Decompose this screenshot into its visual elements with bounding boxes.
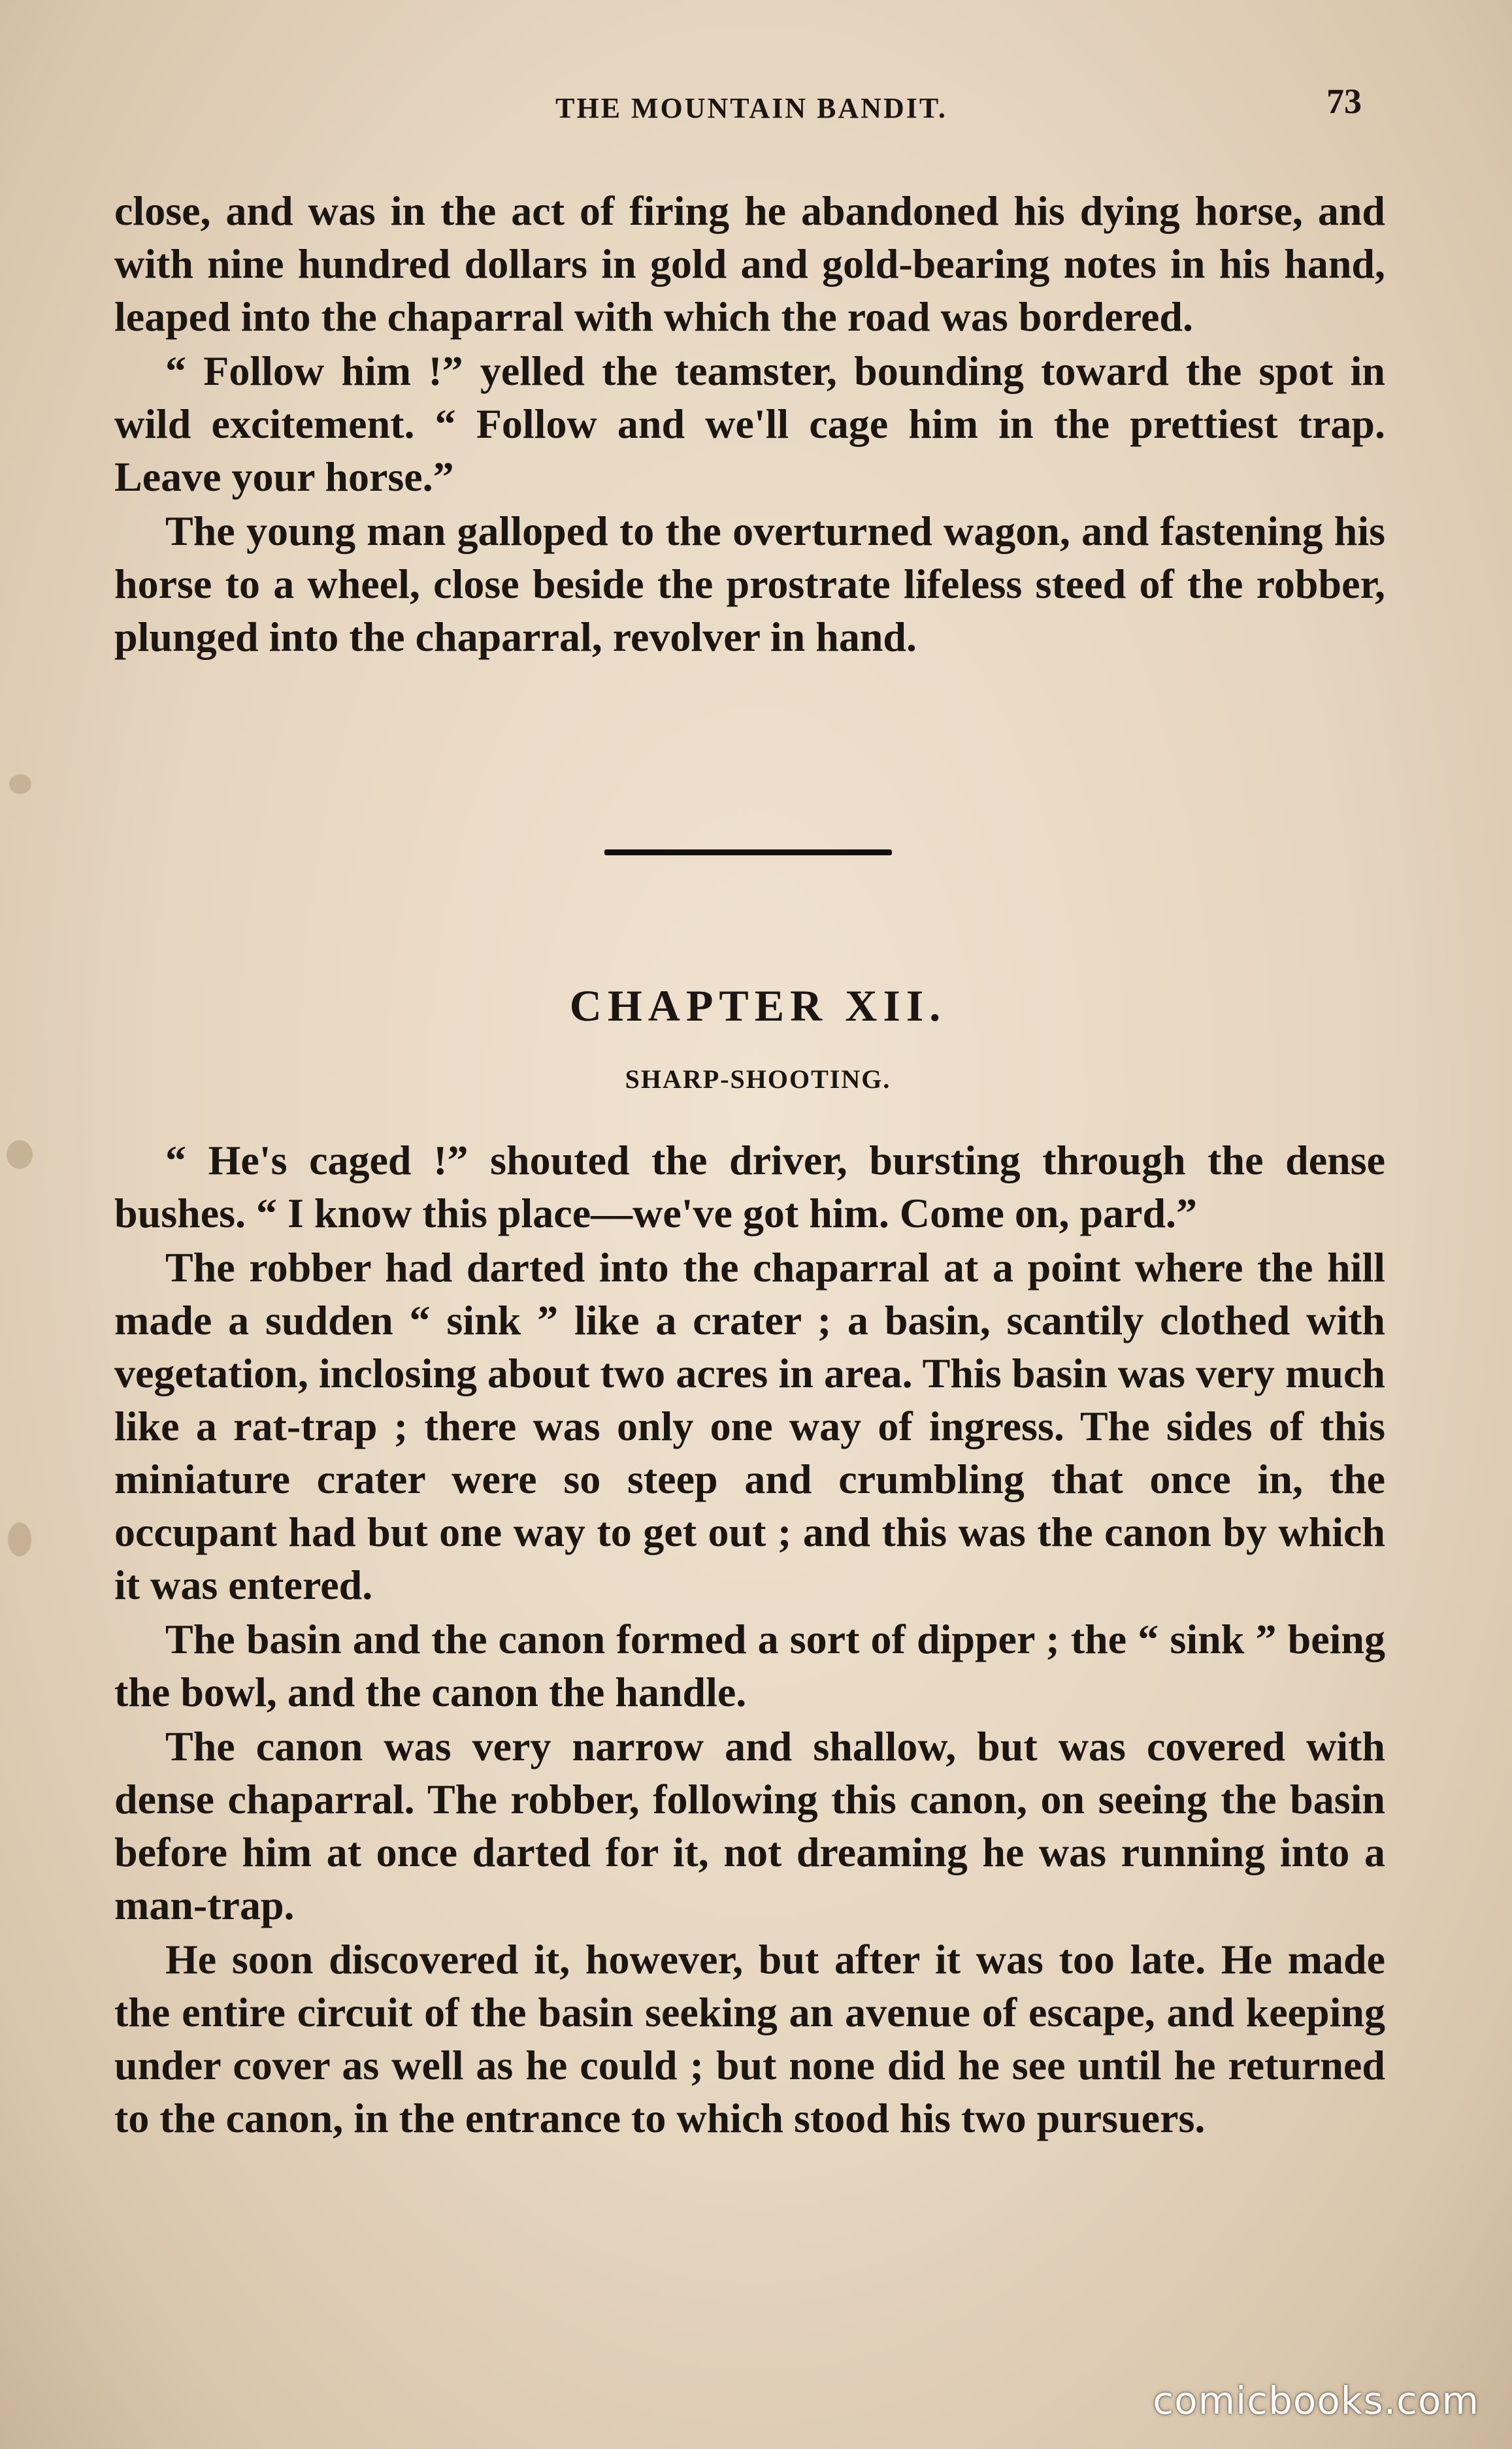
chapter-text-block — [114, 1134, 1385, 2145]
chapter-heading: CHAPTER XII. — [569, 981, 947, 1030]
page-stain — [8, 1522, 31, 1556]
paragraph: “ He's caged !” shouted the driver, bursting through the dense bushes. “ I know this place—we've got him. Come on, pard.” — [114, 1137, 1385, 1236]
paragraph: He soon discovered it, however, but after it was too late. He made the entire circuit of the basin seeking an avenue of escape, and keeping under cover as well as he could ; but none did he see until he returned to the canon, in the entrance to which stood his two pursuers. — [114, 1936, 1385, 2141]
paragraph: The basin and the canon formed a sort of dipper ; the “ sink ” being the bowl, and the canon the handle. — [114, 1616, 1385, 1715]
paragraph: “ Follow him !” yelled the teamster, bounding toward the spot in wild excitement. “ Follow and we'll cage him in the prettiest trap. Leave your horse.” — [114, 348, 1385, 500]
page-stain — [7, 1140, 33, 1169]
watermark: comicbooks.com — [1153, 2378, 1479, 2423]
page-stain — [9, 774, 31, 794]
running-header: THE MOUNTAIN BANDIT. — [555, 92, 947, 124]
page-number: 73 — [1326, 82, 1362, 121]
section-divider — [604, 849, 892, 855]
paragraph: The young man galloped to the overturned wagon, and fastening his horse to a wheel, close beside the prostrate lifeless steed of the robber, plunged into the chaparral, revolver in hand. — [114, 508, 1385, 660]
chapter-subtitle: SHARP-SHOOTING. — [625, 1064, 891, 1094]
paragraph: close, and was in the act of firing he abandoned his dying horse, and with nine hundred dollars in gold and gold-bearing notes in his hand, leaped into the chaparral with which the road was bordered. — [114, 188, 1385, 340]
paragraph: The canon was very narrow and shallow, but was covered with dense chaparral. The robber, following this canon, on seeing the basin before him at once darted for it, not dreaming he was running into a man-trap. — [114, 1723, 1385, 1928]
top-text-block — [114, 184, 1385, 663]
paragraph: The robber had darted into the chaparral at a point where the hill made a sudden “ sink ” like a crater ; a basin, scantily clothed with vegetation, inclosing about two acres in area. This basin was very much like a rat-trap ; there was only one way of ingress. The sides of this miniature crater were so steep and crumbling that once in, the occupant had but one way to get out ; and this was the canon by which it was entered. — [114, 1244, 1385, 1608]
